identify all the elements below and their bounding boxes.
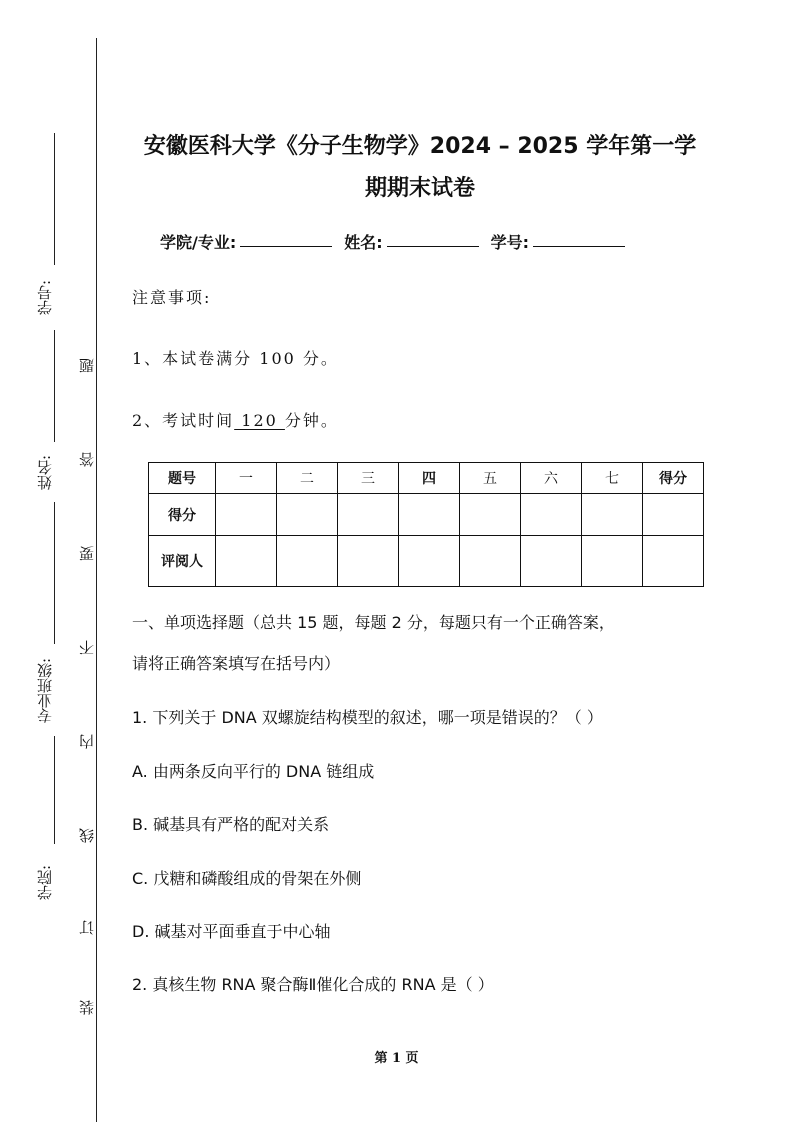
question-1-option-b: B. 碱基具有严格的配对关系	[132, 815, 330, 834]
grader-cell[interactable]	[399, 536, 460, 587]
note-item-2	[132, 408, 339, 431]
note-item-1: 1、本试卷满分 100 分。	[132, 349, 339, 368]
grader-cell[interactable]	[582, 536, 643, 587]
student-id-blank[interactable]	[54, 133, 55, 265]
score-cell[interactable]	[643, 494, 704, 536]
note-item-2-prefix: 2、考试时间	[132, 411, 235, 430]
college-major-field[interactable]	[240, 230, 332, 247]
section1-heading-line1: 一、单项选择题（总共 15 题，每题 2 分，每题只有一个正确答案，	[132, 613, 615, 632]
exam-title-line1: 安徽医科大学《分子生物学》2024 – 2025 学年第一学	[143, 134, 697, 159]
header-cell: 题号	[149, 463, 216, 494]
grader-cell[interactable]	[643, 536, 704, 587]
score-cell[interactable]	[338, 494, 399, 536]
name-field[interactable]	[387, 230, 479, 247]
college-major-label: 学院/专业:	[160, 233, 237, 252]
header-cell: 三	[338, 463, 399, 494]
grader-cell[interactable]	[521, 536, 582, 587]
seal-char: 装	[78, 1000, 96, 1015]
question-1-option-d: D. 碱基对平面垂直于中心轴	[132, 922, 331, 941]
margin-name-label: 姓名:	[36, 454, 54, 490]
note-item-2-suffix: 分钟。	[284, 411, 339, 430]
header-cell: 得分	[643, 463, 704, 494]
exam-title-line2: 期期末试卷	[364, 176, 475, 201]
question-1-stem: 1. 下列关于 DNA 双螺旋结构模型的叙述，哪一项是错误的？（ ）	[132, 708, 603, 727]
header-cell: 五	[460, 463, 521, 494]
class-blank-upper[interactable]	[54, 502, 55, 644]
name-label: 姓名:	[344, 233, 383, 252]
header-cell: 四	[399, 463, 460, 494]
seal-char: 要	[78, 546, 96, 561]
grader-cell[interactable]	[460, 536, 521, 587]
grader-cell[interactable]	[216, 536, 277, 587]
row-label: 得分	[149, 494, 216, 536]
seal-char: 答	[78, 452, 96, 467]
row-label: 评阅人	[149, 536, 216, 587]
header-cell: 六	[521, 463, 582, 494]
score-cell[interactable]	[277, 494, 338, 536]
grader-cell[interactable]	[338, 536, 399, 587]
score-cell[interactable]	[399, 494, 460, 536]
question-2-stem: 2. 真核生物 RNA 聚合酶Ⅱ催化合成的 RNA 是（ ）	[132, 975, 494, 994]
grader-cell[interactable]	[277, 536, 338, 587]
score-cell[interactable]	[582, 494, 643, 536]
score-cell[interactable]	[216, 494, 277, 536]
margin-college-label: 学院:	[36, 864, 54, 900]
binding-line	[96, 38, 97, 1122]
question-1-option-a: A. 由两条反向平行的 DNA 链组成	[132, 762, 375, 781]
score-cell[interactable]	[460, 494, 521, 536]
seal-char: 内	[78, 734, 96, 749]
notes-heading: 注意事项:	[132, 288, 212, 307]
seal-char: 订	[78, 920, 96, 935]
name-blank[interactable]	[54, 330, 55, 442]
score-table	[148, 462, 704, 587]
margin-class-label: 专业班级:	[36, 657, 54, 723]
exam-duration: 120	[234, 411, 285, 430]
score-cell[interactable]	[521, 494, 582, 536]
header-cell: 七	[582, 463, 643, 494]
grader-row	[149, 536, 704, 587]
student-info-line	[160, 230, 637, 253]
header-cell: 一	[216, 463, 277, 494]
margin-student-id-label: 学号:	[36, 279, 54, 316]
seal-char: 题	[78, 358, 96, 373]
question-1-option-c: C. 戊糖和磷酸组成的骨架在外侧	[132, 869, 362, 888]
seal-char: 线	[78, 828, 96, 843]
score-table-header-row	[149, 463, 704, 494]
student-id-field[interactable]	[533, 230, 625, 247]
student-id-label: 学号:	[490, 233, 530, 252]
seal-char: 不	[78, 640, 96, 655]
header-cell: 二	[277, 463, 338, 494]
class-blank-lower[interactable]	[54, 736, 55, 844]
section1-heading-line2: 请将正确答案填写在括号内）	[132, 654, 341, 673]
score-row	[149, 494, 704, 536]
page-number: 第 1 页	[374, 1051, 419, 1066]
